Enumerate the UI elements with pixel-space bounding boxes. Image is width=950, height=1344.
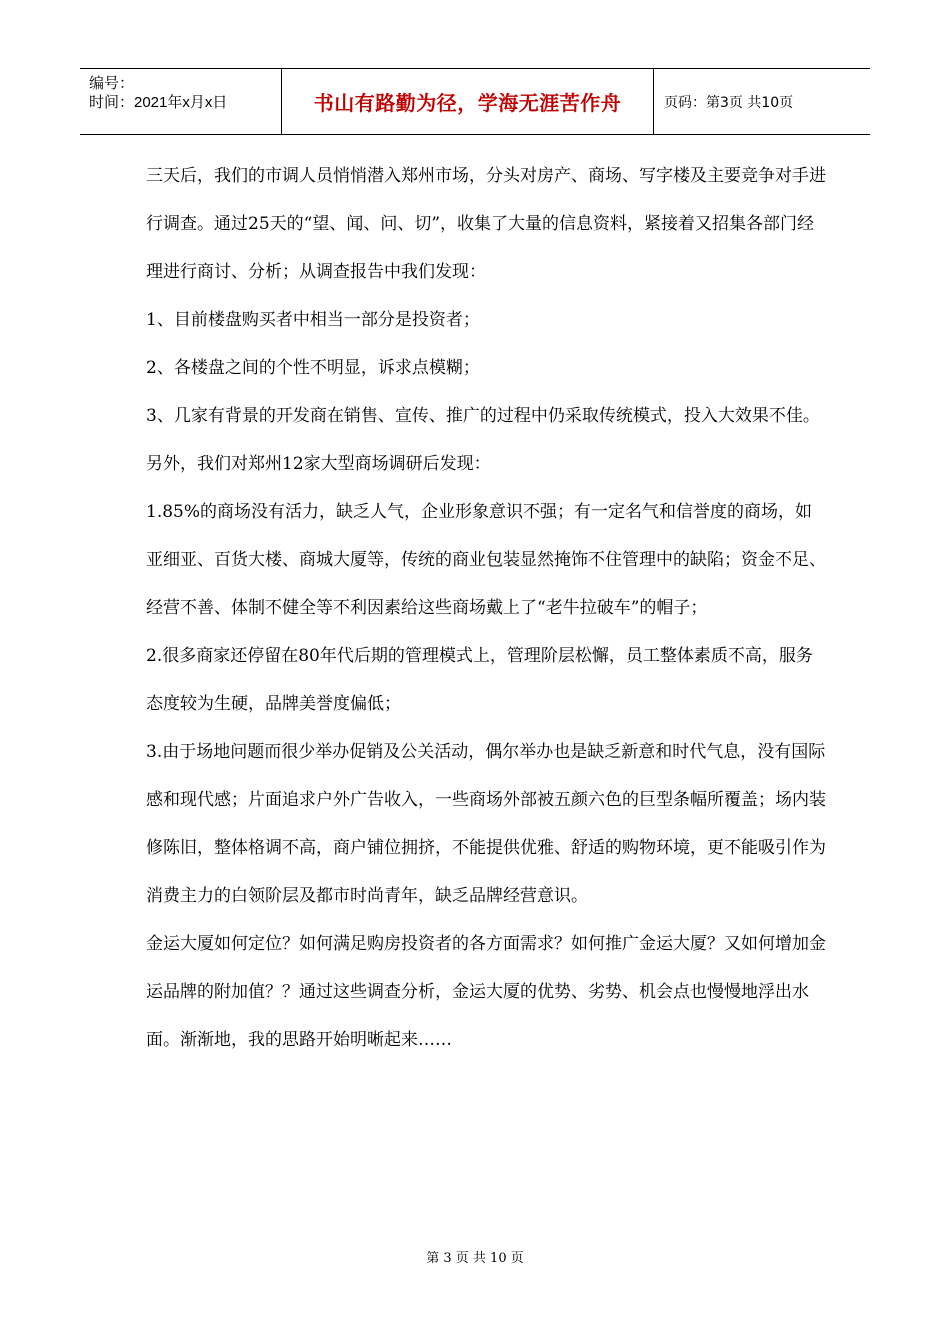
time-label: 时间：2021年x月x日 (89, 94, 228, 111)
paragraph: 另外，我们对郑州12家大型商场调研后发现： (146, 454, 491, 474)
list-item: 2、各楼盘之间的个性不明显，诉求点模糊； (146, 358, 480, 378)
paragraph: 金运大厦如何定位？如何满足购房投资者的各方面需求？如何推广金运大厦？又如何增加金运品牌的附加值？？通过这些调查分析，金运大厦的优势、劣势、机会点也慢慢地浮出水面。渐渐地，我的思路开始明晰起来…… (146, 934, 826, 1050)
list-item: 3.由于场地问题而很少举办促销及公关活动，偶尔举办也是缺乏新意和时代气息，没有国际感和现代感；片面追求户外广告收入，一些商场外部被五颜六色的巨型条幅所覆盖；场内装修陈旧，整体格调不高，商户铺位拥挤，不能提供优雅、舒适的购物环境，更不能吸引作为消费主力的白领阶层及都市时尚青年，缺乏品牌经营意识。 (146, 742, 826, 906)
page-footer: 第 3 页 共 10 页 (426, 1251, 524, 1266)
motto: 书山有路勤为径，学海无涯苦作舟 (282, 69, 654, 134)
list-item: 1、目前楼盘购买者中相当一部分是投资者； (146, 310, 480, 330)
page-header (80, 68, 870, 135)
list-item: 3、几家有背景的开发商在销售、宣传、推广的过程中仍采取传统模式，投入大效果不佳。 (146, 406, 820, 426)
list-item: 2.很多商家还停留在80年代后期的管理模式上，管理阶层松懈，员工整体素质不高，服务态度较为生硬，品牌美誉度偏低； (146, 646, 813, 714)
list-item: 1.85%的商场没有活力，缺乏人气，企业形象意识不强；有一定名气和信誉度的商场，如亚细亚、百货大楼、商城大厦等，传统的商业包装显然掩饰不住管理中的缺陷；资金不足、经营不善、体制不健全等不利因素给这些商场戴上了“老牛拉破车”的帽子； (146, 502, 826, 618)
number-label: 编号： (89, 75, 135, 92)
page-info: 页码：第3页 共10页 (664, 94, 794, 111)
header-meta (80, 69, 282, 134)
document-body (146, 152, 826, 1064)
paragraph: 三天后，我们的市调人员悄悄潜入郑州市场，分头对房产、商场、写字楼及主要竞争对手进行调查。通过25天的“望、闻、问、切”，收集了大量的信息资料，紧接着又招集各部门经理进行商讨、分析；从调查报告中我们发现： (146, 166, 826, 282)
